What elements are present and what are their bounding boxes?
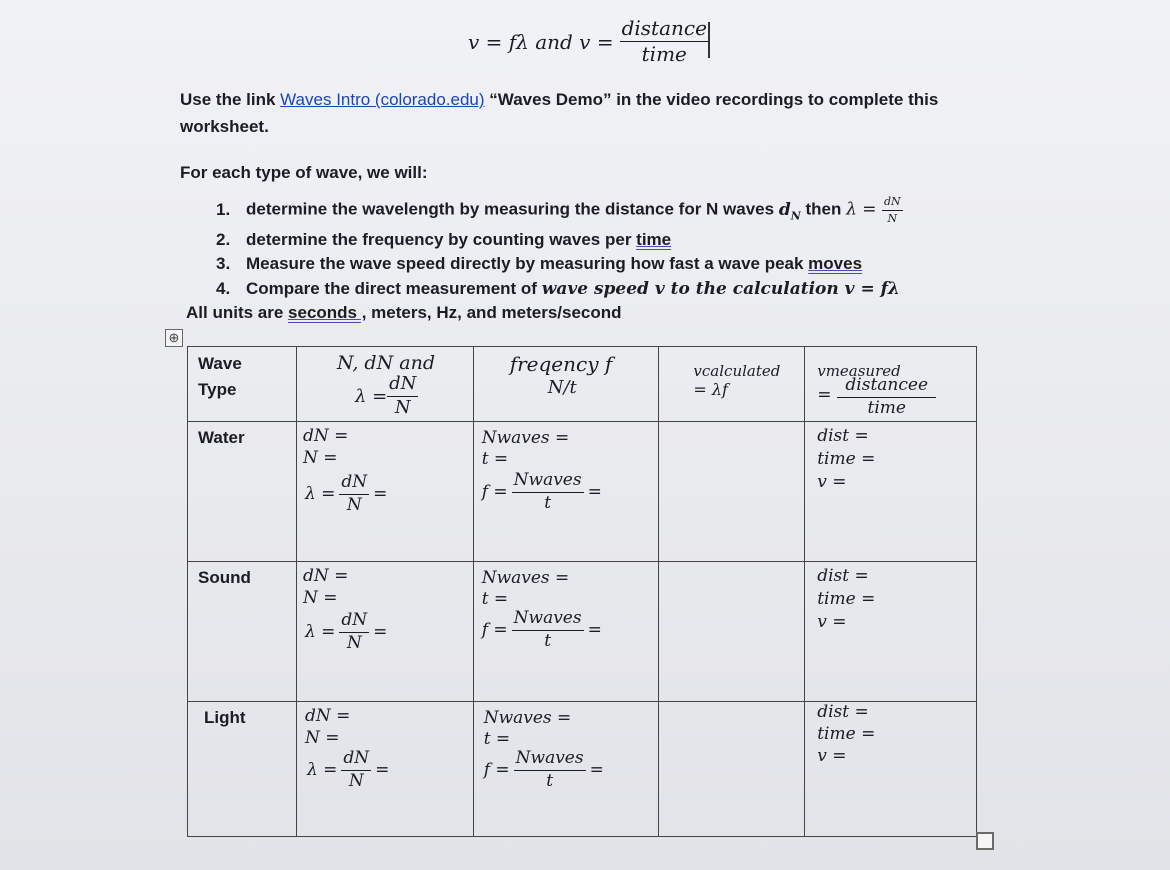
instructions bbox=[180, 86, 980, 140]
frequency-cell[interactable]: Nwaves = t = f = $\frac{\text{Nwaves}}{t}$ = bbox=[473, 422, 659, 562]
v-measured-cell[interactable]: dist = time = v = bbox=[805, 702, 977, 837]
speed-formula bbox=[468, 18, 709, 65]
v-calculated-cell[interactable] bbox=[659, 562, 805, 702]
formula-fraction bbox=[620, 18, 709, 65]
moves-word: moves bbox=[808, 254, 863, 273]
step-then: then bbox=[800, 199, 847, 219]
dN-symbol: $d_N$ bbox=[778, 199, 801, 222]
formula-left: v = fλ and v = bbox=[468, 29, 614, 54]
formula-numerator: distance bbox=[621, 16, 707, 40]
table-row-water bbox=[188, 422, 977, 562]
table-resize-handle[interactable] bbox=[976, 832, 994, 850]
table-row-light bbox=[188, 702, 977, 837]
header-frequency: freqency f N/t bbox=[473, 347, 659, 422]
v-calculated-cell[interactable] bbox=[659, 702, 805, 837]
table-move-handle-icon[interactable]: ⊕ bbox=[165, 329, 183, 347]
header-wave-type: Wave Type bbox=[188, 347, 297, 422]
header-nd-lambda: N, dN and λ = $\frac{dN}{N}$ bbox=[296, 347, 473, 422]
step-3: 3. Measure the wave speed directly by measuring how fast a wave peak moves bbox=[216, 254, 863, 273]
wave-type-cell: Sound bbox=[188, 562, 297, 702]
waves-intro-link[interactable]: Waves Intro (colorado.edu) bbox=[280, 90, 485, 109]
text-cursor bbox=[708, 22, 710, 58]
wave-table bbox=[187, 346, 977, 837]
table-row-sound bbox=[188, 562, 977, 702]
formula-denominator: time bbox=[641, 42, 687, 66]
v-measured-cell[interactable]: dist = time = v = bbox=[805, 422, 977, 562]
v-calculated-cell[interactable] bbox=[659, 422, 805, 562]
seconds-word: seconds , bbox=[288, 303, 367, 322]
step-text: determine the wavelength by measuring the distance for N waves bbox=[246, 199, 779, 219]
time-word: time bbox=[636, 230, 672, 249]
wavelength-cell[interactable]: dN = N = λ = $\frac{dN}{N}$ = bbox=[296, 702, 473, 837]
v-measured-cell[interactable]: dist = time = v = bbox=[805, 562, 977, 702]
frequency-cell[interactable]: Nwaves = t = f = $\frac{\text{Nwaves}}{t}$ = bbox=[473, 702, 659, 837]
wave-type-cell: Light bbox=[188, 702, 297, 837]
step-4: 4. Compare the direct measurement of wave speed v to the calculation v = fλ bbox=[216, 279, 900, 299]
step-1 bbox=[216, 196, 903, 224]
for-each-heading: For each type of wave, we will: bbox=[180, 163, 428, 182]
wavelength-cell[interactable]: dN = N = λ = $\frac{dN}{N}$ = bbox=[296, 562, 473, 702]
units-note: All units are seconds , meters, Hz, and meters/second bbox=[186, 303, 622, 322]
step-2: 2. determine the frequency by counting waves per time bbox=[216, 230, 672, 249]
instructions-pre: Use the link bbox=[180, 90, 281, 109]
wave-type-cell: Water bbox=[188, 422, 297, 562]
header-v-measured: vmeasured = distancee time bbox=[805, 347, 977, 422]
frequency-cell[interactable]: Nwaves = t = f = $\frac{\text{Nwaves}}{t}$ = bbox=[473, 562, 659, 702]
table-header-row bbox=[188, 347, 977, 422]
step-number: 1. bbox=[216, 199, 231, 219]
instructions-post: “Waves Demo” in the video recordings to complete this worksheet. bbox=[180, 90, 939, 136]
lambda-eq: λ = bbox=[846, 199, 882, 220]
step1-fraction: $\frac{dN}{N}$ bbox=[883, 195, 901, 225]
wavelength-cell[interactable]: dN = N = λ = $\frac{dN}{N}$ = bbox=[296, 422, 473, 562]
header-v-calculated: vcalculated = λf bbox=[659, 347, 805, 422]
